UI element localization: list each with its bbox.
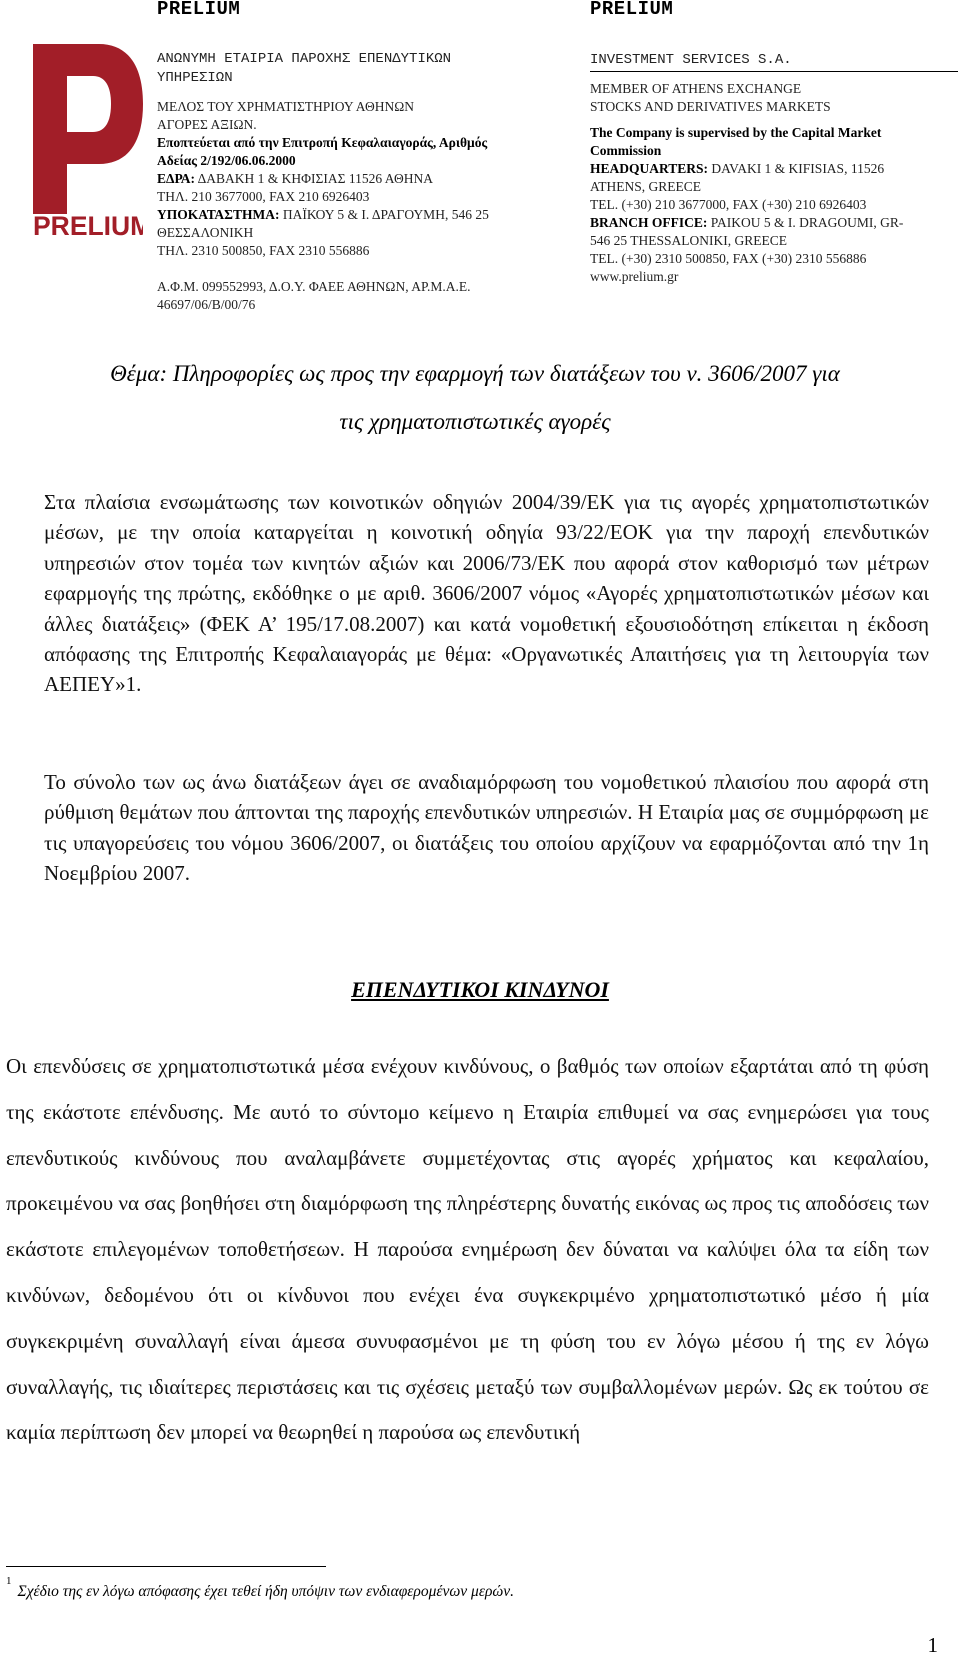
branch-en-label: BRANCH OFFICE: [590, 215, 708, 230]
brand-name-left: PRELIUM [157, 0, 241, 20]
hq-en-city: ATHENS, GREECE [590, 179, 701, 194]
brand-name-right: PRELIUM [590, 0, 674, 20]
subject-line-2: τις χρηματοπιστωτικές αγορές [339, 409, 611, 434]
document-subject [20, 350, 930, 446]
left-header-details [157, 98, 489, 314]
member-line-1: ΜΕΛΟΣ ΤΟΥ ΧΡΗΜΑΤΙΣΤΗΡΙΟΥ ΑΘΗΝΩΝ [157, 99, 414, 114]
hq-en-address: DAVAKI 1 & KIFISIAS, 11526 [708, 161, 885, 176]
tax-id-line-2: 46697/06/Β/00/76 [157, 297, 256, 312]
footnote-reference: 1. [125, 672, 142, 697]
intro-paragraph-text: Στα πλαίσια ενσωμάτωσης των κοινοτικών οδηγιών 2004/39/ΕΚ για τις αγορές χρηματοπιστωτικών μέσων, με την οποία καταργείται η κοινοτική οδηγία 93/22/ΕΟΚ για την παροχή επενδυτικών υπηρεσιών στον τομέα των κινητών αξιών και 2006/73/ΕΚ που αφορά στον καθορισμό των μέτρων εφαρμογής της πρώτης, εκδόθηκε ο με αριθ. 3606/2007 νόμος «Αγορές χρηματοπιστωτικών μέσων και άλλες διατάξεις» (ΦΕΚ Α’ 195/17.08.2007) και κατά νομοθετική εξουσιοδότηση επίκειται η έκδοση απόφασης της Επιτροπής Κεφαλαιαγοράς με θέμα: «Οργανωτικές Απαιτήσεις για τη λειτουργία των ΑΕΠΕΥ» [44, 490, 929, 697]
section-heading-risks: ΕΠΕΝΔΥΤΙΚΟΙ ΚΙΝΔΥΝΟΙ [351, 977, 609, 1002]
prelium-logo [33, 44, 143, 238]
branch-label: ΥΠΟΚΑΤΑΣΤΗΜΑ: [157, 207, 280, 222]
company-line-1: ΑΝΩΝΥΜΗ ΕΤΑΙΡΙΑ ΠΑΡΟΧΗΣ ΕΠΕΝΔΥΤΙΚΩΝ [157, 51, 452, 67]
logo-graphic [33, 44, 143, 238]
hq-phone: ΤΗΛ. 210 3677000, FAX 210 6926403 [157, 189, 370, 204]
header-rule [590, 71, 958, 72]
hq-en-phone: TEL. (+30) 210 3677000, FAX (+30) 210 6926403 [590, 197, 867, 212]
member-en-line-1: MEMBER OF ATHENS EXCHANGE [590, 81, 802, 96]
company-name-english: INVESTMENT SERVICES S.A. [590, 52, 792, 68]
member-line-2: ΑΓΟΡΕΣ ΑΞΙΩΝ. [157, 117, 257, 132]
tax-id-line-1: Α.Φ.Μ. 099552993, Δ.Ο.Υ. ΦΑΕΕ ΑΘΗΝΩΝ, ΑΡ.Μ.Α.Ε. [157, 279, 471, 294]
branch-city: ΘΕΣΣΑΛΟΝΙΚΗ [157, 225, 254, 240]
intro-paragraph [44, 487, 929, 700]
company-line-2: ΥΠΗΡΕΣΙΩΝ [157, 70, 233, 86]
website-link[interactable]: www.prelium.gr [590, 269, 679, 284]
branch-en-address: PAIKOU 5 & I. DRAGOUMI, GR- [707, 215, 904, 230]
supervised-line-2: Αδείας 2/192/06.06.2000 [157, 153, 296, 168]
branch-en-phone: TEL. (+30) 2310 500850, FAX (+30) 2310 556886 [590, 251, 867, 266]
branch-en-city: 546 25 THESSALONIKI, GREECE [590, 233, 787, 248]
branch-phone: ΤΗΛ. 2310 500850, FAX 2310 556886 [157, 243, 370, 258]
risks-paragraph: Οι επενδύσεις σε χρηματοπιστωτικά μέσα ενέχουν κινδύνους, ο βαθμός των οποίων εξαρτάται από τη φύση της εκάστοτε επένδυσης. Με αυτό το σύντομο κείμενο η Εταιρία επιθυμεί να σας ενημερώσει για τους επενδυτικούς κινδύνους που αναλαμβάνετε συμμετέχοντας στις αγορές χρήματος και κεφαλαίου, προκειμένου να σας βοηθήσει στη διαμόρφωση της πληρέστερης δυνατής εικόνας ως προς τις αποδόσεις των εκάστοτε επιλεγομένων τοποθετήσεων. Η παρούσα ενημέρωση δεν δύναται να καλύψει όλα τα είδη των κινδύνων, δεδομένου ότι οι κίνδυνοι που ενέχει ένα συγκεκριμένο χρηματοπιστωτικό μέσο ή μία συγκεκριμένη συναλλαγή είναι άμεσα συνυφασμένοι με τη φύση του εν λόγω μέσου ή της εν λόγω συναλλαγής, τις ιδιαίτερες περιστάσεις και τις σχέσεις μεταξύ των συμβαλλομένων μερών. Ως εκ τούτου σε καμία περίπτωση δεν μπορεί να θεωρηθεί η παρούσα ως επενδυτική [6, 1054, 929, 1445]
hq-label: ΕΔΡΑ: [157, 171, 195, 186]
hq-address: ΔΑΒΑΚΗ 1 & ΚΗΦΙΣΙΑΣ 11526 ΑΘΗΝΑ [194, 171, 433, 186]
supervised-en-line-1: The Company is supervised by the Capital Market [590, 125, 882, 140]
logo-wordmark: PRELIUM [33, 211, 143, 238]
subject-line-1: Θέμα: Πληροφορίες ως προς την εφαρμογή των διατάξεων του ν. 3606/2007 για [110, 361, 840, 386]
footnote-text: Σχέδιο της εν λόγω απόφασης έχει τεθεί ήδη υπόψιν των ενδιαφερομένων μερών. [17, 1583, 514, 1601]
footnote-separator [6, 1566, 326, 1567]
member-en-line-2: STOCKS AND DERIVATIVES MARKETS [590, 99, 831, 114]
company-name-greek [157, 50, 451, 88]
supervised-line-1: Εποπτεύεται από την Επιτροπή Κεφαλαιαγοράς, Αριθμός [157, 135, 488, 150]
page-number: 1 [927, 1633, 938, 1657]
branch-address: ΠΑΪΚΟΥ 5 & Ι. ΔΡΑΓΟΥΜΗ, 546 25 [279, 207, 489, 222]
footnote-marker: 1 [6, 1575, 12, 1587]
supervised-en-line-2: Commission [590, 143, 662, 158]
compliance-paragraph: Το σύνολο των ως άνω διατάξεων άγει σε αναδιαμόρφωση του νομοθετικού πλαισίου που αφορά στη ρύθμιση θεμάτων που άπτονται της παροχής επενδυτικών υπηρεσιών. Η Εταιρία μας σε συμμόρφωση με τις υπαγορεύσεις του νόμου 3606/2007, οι διατάξεις του οποίου αρχίζουν να εφαρμόζονται από την 1η Νοεμβρίου 2007. [44, 770, 929, 886]
hq-en-label: HEADQUARTERS: [590, 161, 709, 176]
right-header-details [590, 80, 903, 286]
footnote [6, 1575, 514, 1601]
